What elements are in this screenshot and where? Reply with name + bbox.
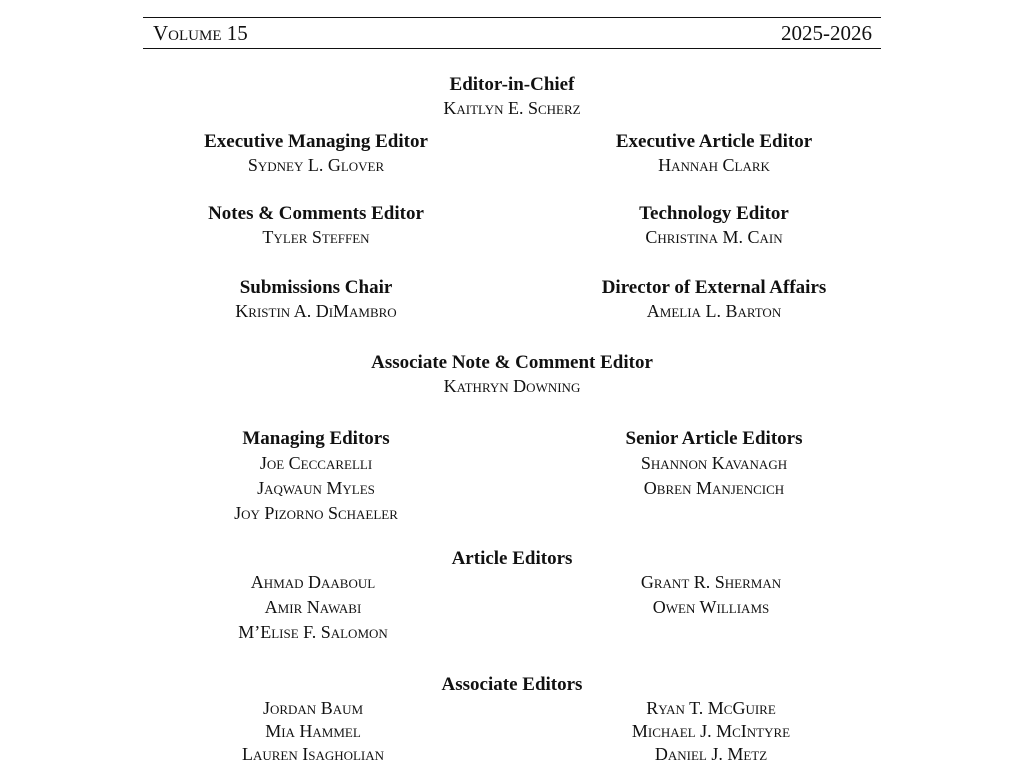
article-editor-name: Owen Williams	[652, 597, 770, 617]
director-external-affairs-name: Amelia L. Barton	[646, 301, 782, 321]
executive-article-editor-name: Hannah Clark	[658, 155, 770, 175]
senior-article-editor-name: Shannon Kavanagh	[640, 453, 788, 473]
year-label: 2025-2026	[781, 21, 872, 45]
associate-editor-name: Lauren Isagholian	[241, 744, 385, 764]
senior-article-editor-name: Obren Manjencich	[643, 478, 785, 498]
associate-editors-left-column	[242, 697, 384, 766]
article-editor-name: Ahmad Daaboul	[250, 572, 376, 592]
notes-comments-editor-block	[208, 202, 424, 249]
associate-note-comment-editor-block	[371, 351, 653, 398]
associate-note-comment-editor-name: Kathryn Downing	[443, 376, 581, 396]
article-editors-right-column	[641, 570, 781, 620]
associate-editor-name: Ryan T. McGuire	[646, 698, 776, 718]
article-editor-name: Grant R. Sherman	[640, 572, 782, 592]
submissions-chair-title: Submissions Chair	[239, 277, 393, 298]
header-bottom-rule	[143, 48, 881, 49]
managing-editor-name: Joy Pizorno Schaeler	[234, 503, 398, 523]
article-editors-title: Article Editors	[451, 548, 573, 569]
notes-comments-editor-name: Tyler Steffen	[262, 227, 370, 247]
technology-editor-name: Christina M. Cain	[645, 227, 783, 247]
associate-editor-name: Jordan Baum	[262, 698, 364, 718]
editor-in-chief-title: Editor-in-Chief	[449, 74, 575, 95]
associate-editors-right-column	[632, 697, 790, 766]
editor-in-chief-block	[443, 73, 580, 120]
article-editors-left-column	[238, 570, 388, 645]
technology-editor-block	[639, 202, 789, 249]
managing-editor-name: Joe Ceccarelli	[259, 453, 373, 473]
senior-article-editors-title: Senior Article Editors	[625, 428, 803, 449]
associate-editor-name: Daniel J. Metz	[654, 744, 768, 764]
director-external-affairs-title: Director of External Affairs	[601, 277, 827, 298]
header-top-rule	[143, 17, 881, 18]
article-editor-name: M’Elise F. Salomon	[238, 622, 388, 642]
editor-in-chief-name: Kaitlyn E. Scherz	[443, 98, 581, 118]
senior-article-editors-block	[626, 427, 803, 501]
executive-managing-editor-name: Sydney L. Glover	[247, 155, 385, 175]
managing-editors-title: Managing Editors	[242, 428, 390, 449]
associate-note-comment-editor-title: Associate Note & Comment Editor	[371, 352, 653, 373]
executive-article-editor-block	[616, 130, 812, 177]
managing-editors-block	[234, 427, 398, 526]
director-external-affairs-block	[602, 276, 827, 323]
associate-editors-title: Associate Editors	[441, 674, 583, 695]
associate-editor-name: Michael J. McIntyre	[631, 721, 791, 741]
managing-editor-name: Jaqwaun Myles	[257, 478, 375, 498]
associate-editor-name: Mia Hammel	[265, 721, 361, 741]
article-editor-name: Amir Nawabi	[264, 597, 362, 617]
executive-article-editor-title: Executive Article Editor	[615, 131, 813, 152]
submissions-chair-block	[235, 276, 396, 323]
executive-managing-editor-title: Executive Managing Editor	[204, 131, 428, 152]
technology-editor-title: Technology Editor	[639, 203, 789, 224]
submissions-chair-name: Kristin A. DiMambro	[235, 301, 397, 321]
executive-managing-editor-block	[204, 130, 428, 177]
volume-label: Volume 15	[153, 21, 248, 45]
notes-comments-editor-title: Notes & Comments Editor	[208, 203, 424, 224]
